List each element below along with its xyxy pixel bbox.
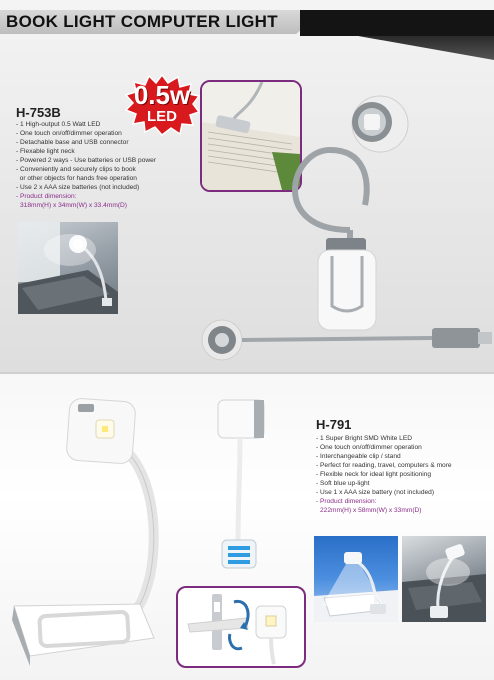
laptop-usage-photo [18,222,118,314]
h791-lamp-graphic [0,376,200,676]
interchangeable-graphic [178,588,304,666]
product2-feature: - Interchangeable clip / stand [316,453,401,460]
product1-dimension-label: - Product dimension: [16,193,77,200]
laptop-usage-photo-2 [402,536,486,622]
h753b-lamp-graphic [200,80,494,370]
product2-feature: - 1 Super Bright SMD White LED [316,435,413,442]
product2-dimension-value: 222mm(H) x 58mm(W) x 33mm(D) [320,507,422,514]
laptop2-photo-graphic [402,536,486,622]
product2-feature: - Perfect for reading, travel, computers & more [316,462,452,469]
product2-dimension-label: - Product dimension: [316,498,377,505]
product1-feature: - Conveniently and securely clips to book [16,166,136,173]
product1-feature: - 1 High-output 0.5 Watt LED [16,121,101,128]
product2-model: H-791 [316,417,352,432]
product1-feature: - Detachable base and USB connector [16,139,129,146]
badge-power-text: 0.5w [133,80,191,110]
product1-feature: - Use 2 x AAA size batteries (not included) [16,184,140,191]
product1-feature: - Flexable light neck [16,148,75,155]
product1-feature: - Powered 2 ways - Use batteries or USB power [16,157,156,164]
product2-feature: - Use 1 x AAA size battery (not included) [316,489,435,496]
reading-photo-graphic [314,536,398,622]
reading-usage-photo [314,536,398,622]
section-divider [0,372,494,374]
product1-dimension-value: 318mm(H) x 34mm(W) x 33.4mm(D) [20,202,127,209]
interchangeable-inset [176,586,306,668]
h791-clip-graphic [208,396,272,576]
product1-feature: - One touch on/off/dimmer operation [16,130,122,137]
page-title: BOOK LIGHT COMPUTER LIGHT [6,12,278,31]
laptop-photo-graphic [18,222,118,314]
product2-feature: - Soft blue up-light [316,480,370,487]
product2-feature: - Flexible neck for ideal light positioning [316,471,432,478]
product2-feature: - One touch on/off/dimmer operation [316,444,422,451]
product1-feature: or other objects for hands free operation [16,175,137,182]
header-dark-band [300,10,494,36]
badge-type-text: LED [147,108,177,125]
product1-model: H-753B [16,105,61,120]
